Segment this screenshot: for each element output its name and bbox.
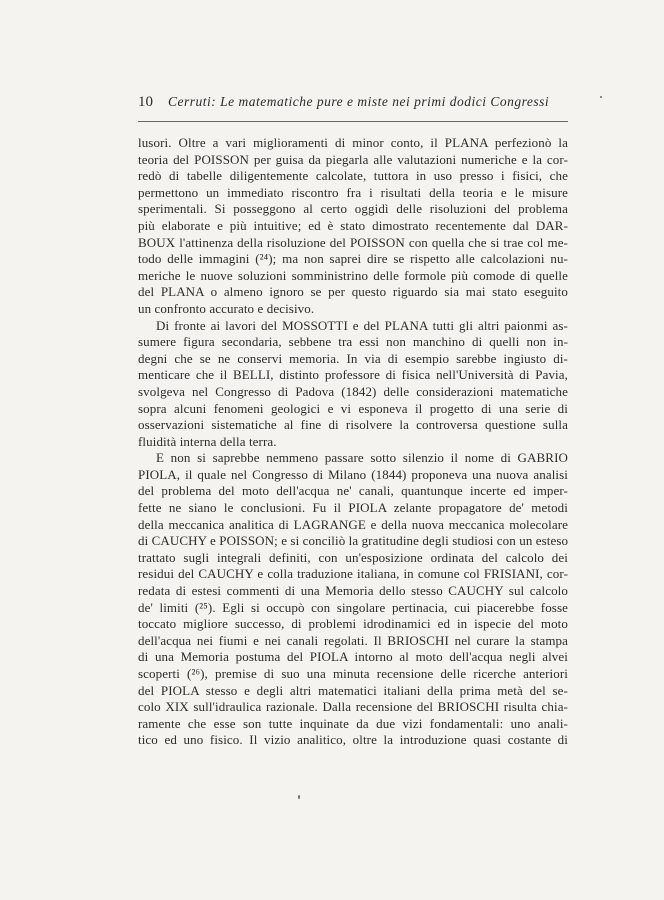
text-line: BOUX l'attinenza della risoluzione del POISSON con quella che si trae col me-	[138, 234, 568, 250]
text-line: todo delle immagini (²⁴); ma non saprei dire se rispetto alle calcolazioni nu-	[138, 251, 568, 267]
text-line: del PIOLA stesso e degli altri matematici italiani della prima metà del se-	[138, 682, 568, 698]
text-line: residui del CAUCHY e colla traduzione italiana, in comune col FRISIANI, cor-	[138, 566, 568, 582]
text-line: meriche le nuove soluzioni somministrino delle formole più comode di quelle	[138, 267, 568, 283]
text-line: trattato sugli integrali definiti, con un'esposizione ordinata del calcolo dei	[138, 549, 568, 565]
running-title: Cerruti: Le matematiche pure e miste nei primi dodici Congressi	[168, 94, 550, 109]
text-line: di CAUCHY e POISSON; e si conciliò la gratitudine degli studiosi con un esteso	[138, 533, 568, 549]
text-line: E non si saprebbe nemmeno passare sotto silenzio il nome di GABRIO	[156, 450, 568, 466]
header-rule	[138, 121, 568, 122]
body-text	[138, 135, 568, 749]
text-line: del problema del moto dell'acqua ne' canali, quantunque incerte ed imper-	[138, 483, 568, 499]
text-line: osservazioni sistematiche al fine di risolvere la controversa questione sulla	[138, 417, 568, 433]
text-line: di una Memoria postuma del PIOLA intorno al moto dell'acqua negli alvei	[138, 649, 568, 665]
text-line: Di fronte ai lavori del MOSSOTTI e del PLANA tutti gli altri paionmi as-	[156, 317, 568, 333]
text-line: scoperti (²⁶), premise di suo una minuta recensione delle ricerche anteriori	[138, 666, 568, 681]
text-line: de' limiti (²⁵). Egli si occupò con singolare pertinacia, cui piacerebbe fosse	[138, 599, 568, 615]
text-line: fette ne siano le conclusioni. Fu il PIOLA zelante propagatore de' metodi	[138, 500, 568, 516]
text-line: lusori. Oltre a vari miglioramenti di minor conto, il PLANA perfezionò la	[138, 135, 568, 150]
paragraph-end-line: fluidità interna della terra.	[138, 433, 277, 449]
text-line: redata di estesi commenti di una Memoria dello stesso CAUCHY sul calcolo	[138, 583, 568, 599]
paper-speck	[298, 795, 300, 799]
text-line: del PLANA o almeno ignoro se per questo riguardo sia mai stato eseguito	[138, 284, 568, 300]
text-line: permettono un immediato riscontro fra i risultati della teoria e le misure	[138, 184, 568, 200]
text-line: PIOLA, il quale nel Congresso di Milano (1844) proponeva una nuova analisi	[138, 466, 568, 482]
running-header	[138, 94, 568, 120]
text-line: dell'acqua nei fiumi e nei canali regolati. Il BRIOSCHI nel curare la stampa	[138, 632, 568, 648]
page-number: 10	[138, 94, 153, 110]
text-line: redò di tabelle diligentemente calcolate, tuttora in uso presso i fisici, che	[138, 168, 568, 184]
text-line: toccato migliore successo, di problemi idrodinamici ed in ispecie del moto	[138, 616, 568, 632]
text-line: teoria del POISSON per guisa da piegarla alle valutazioni numeriche e la cor-	[138, 151, 568, 167]
text-line: sperimentali. Si posseggono al certo oggidì delle risoluzioni del problema	[138, 201, 568, 217]
text-line: più elaborate e più intuitive; ed è stato dimostrato recentemente dal DAR-	[138, 217, 568, 233]
text-line: sumere figura secondaria, sebbene tra essi non manchino di quelli non in-	[138, 334, 568, 350]
text-line: degni che se ne conservi memoria. In via di esempio sarebbe ingiusto di-	[138, 350, 568, 366]
text-line: ramente che esse son tutte inquinate da due vizi fondamentali: uno anali-	[138, 715, 568, 731]
paragraph-start-line	[138, 318, 568, 335]
paragraph-start-line	[138, 450, 568, 467]
text-line: colo XIX sull'idraulica razionale. Dalla recensione del BRIOSCHI risulta chia-	[138, 699, 568, 715]
text-line: menticare che il BELLI, distinto professore di fisica nell'Università di Pavia,	[138, 367, 568, 383]
text-line: tico ed uno fisico. Il vizio analitico, oltre la introduzione quasi costante di	[138, 732, 568, 748]
text-line: svolgeva nel Congresso di Padova (1842) delle considerazioni matematiche	[138, 383, 568, 399]
text-line: sopra alcuni fenomeni geologici e vi esponeva il progetto di una serie di	[138, 400, 568, 416]
text-line: della meccanica analitica di LAGRANGE e della nuova meccanica molecolare	[138, 516, 568, 532]
paragraph-end-line: un confronto accurato e decisivo.	[138, 300, 315, 316]
paper-speck	[600, 96, 602, 98]
